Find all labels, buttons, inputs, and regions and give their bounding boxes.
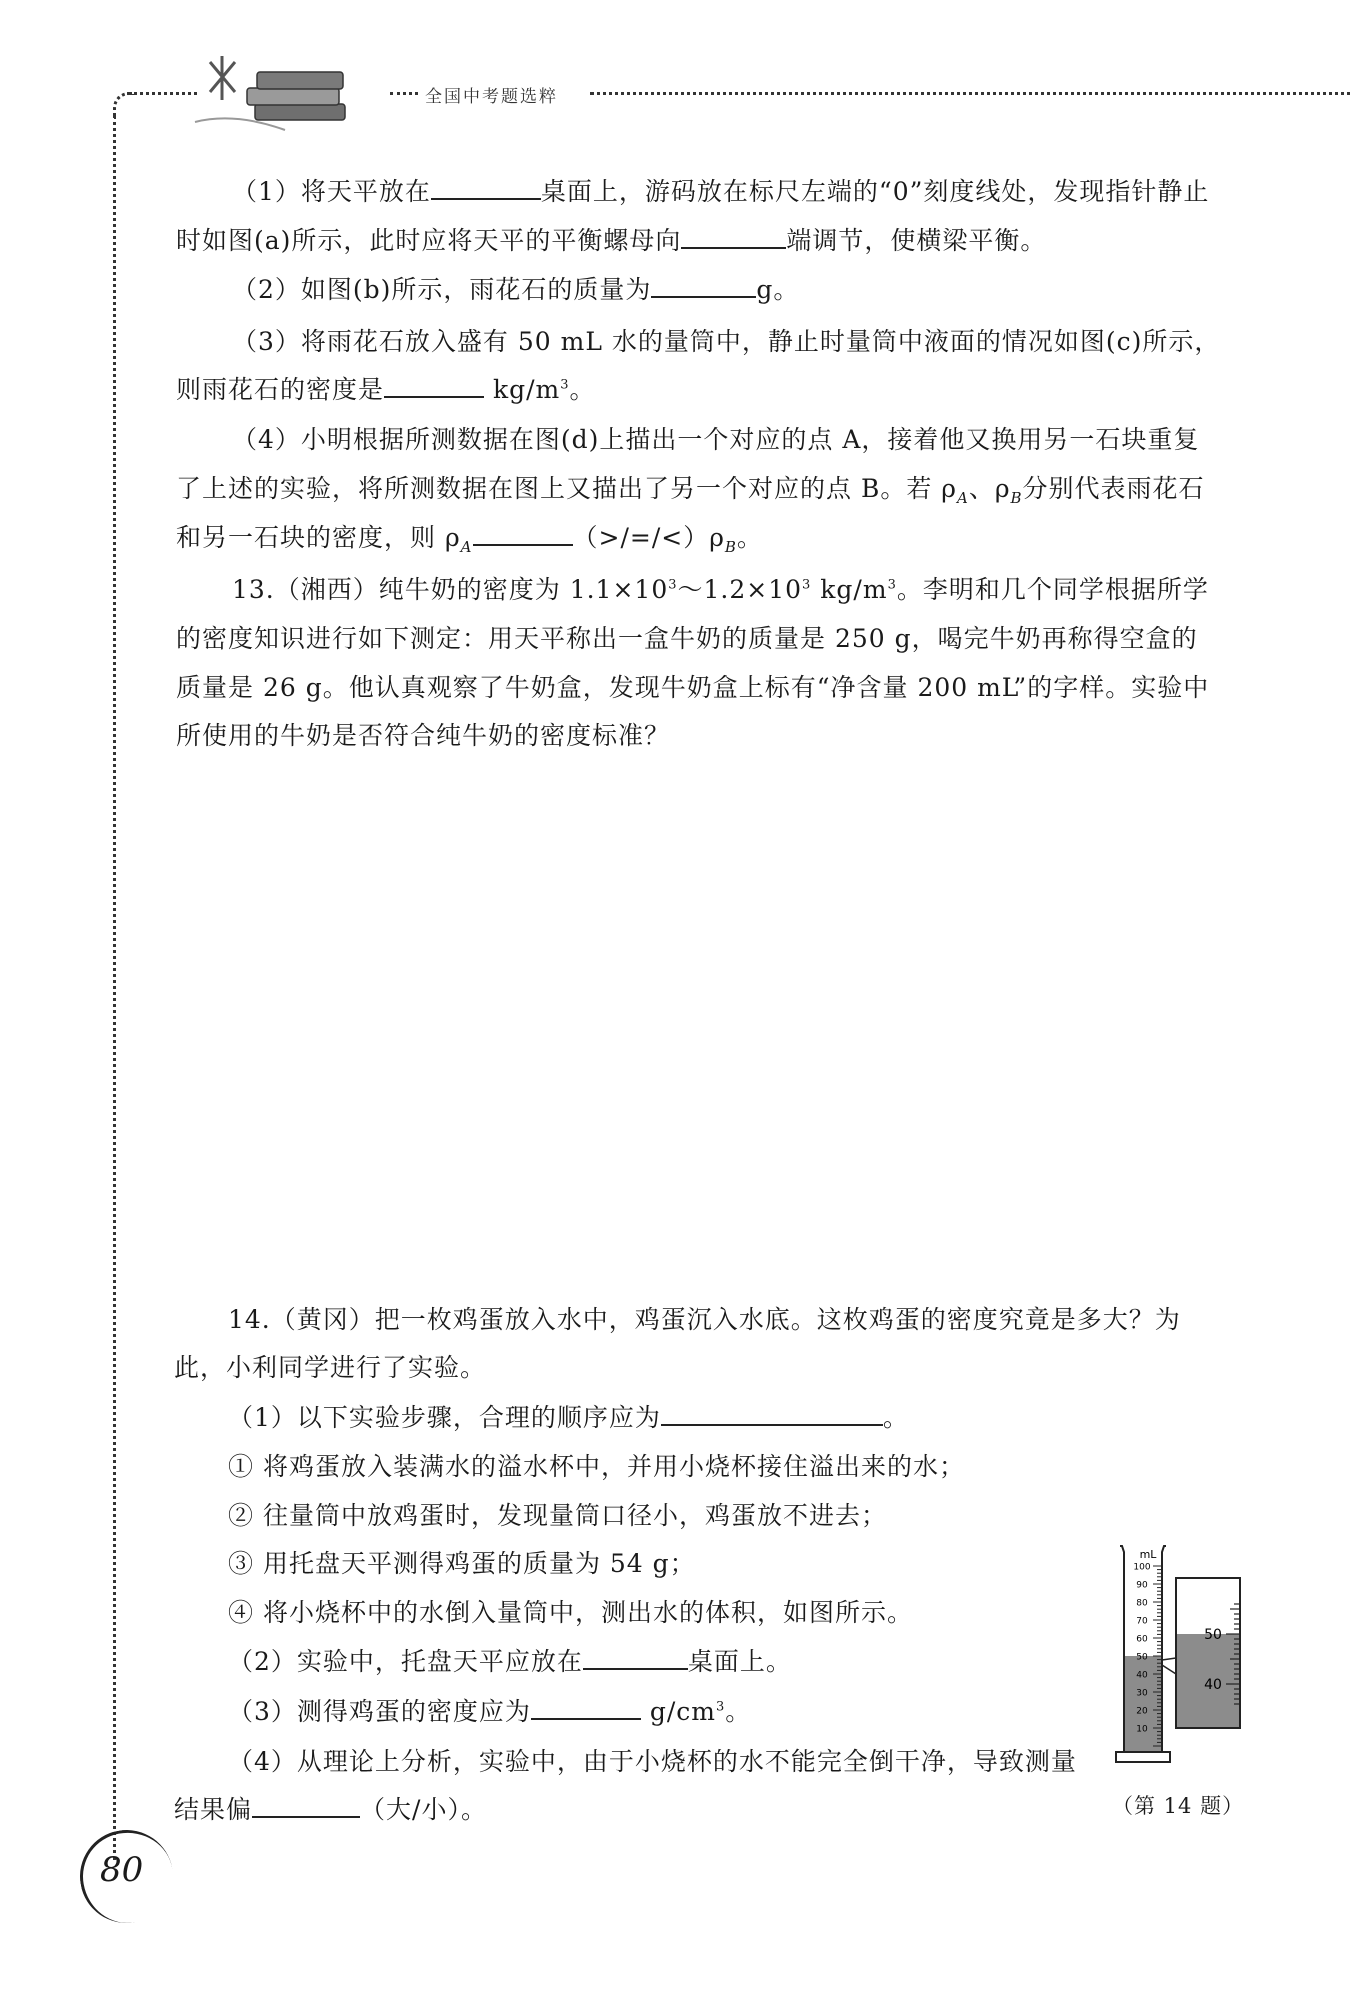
scale-label: 80: [1136, 1598, 1148, 1609]
q12-part4-line2: [176, 465, 1205, 513]
q14-step3: ③ 用托盘天平测得鸡蛋的质量为 54 g；: [228, 1549, 696, 1578]
answer-blank[interactable]: [384, 368, 484, 398]
answer-blank[interactable]: [252, 1788, 360, 1818]
subscript: B: [1010, 489, 1023, 507]
answer-blank[interactable]: [583, 1640, 688, 1670]
answer-blank[interactable]: [661, 1396, 883, 1426]
scale-label: 100: [1133, 1562, 1151, 1573]
text: g/cm: [649, 1697, 717, 1726]
header-dotted-rule: [390, 92, 418, 95]
text: kg/m: [811, 575, 888, 604]
q13-line3: 质量是 26 g。他认真观察了牛奶盒，发现牛奶盒上标有“净含量 200 mL”的字样。实验中: [176, 673, 1210, 702]
answer-blank[interactable]: [431, 170, 541, 200]
text: 。: [569, 375, 596, 404]
scale-label: 10: [1136, 1724, 1148, 1735]
scale-label: 60: [1136, 1634, 1148, 1645]
text: ～1.2×10: [677, 575, 803, 604]
zoom-leader: [1162, 1658, 1176, 1674]
subscript: B: [724, 538, 737, 556]
q14-intro-line1: 14.（黄冈）把一枚鸡蛋放入水中，鸡蛋沉入水底。这枚鸡蛋的密度究竟是多大？为: [228, 1305, 1181, 1334]
page-header: [115, 52, 1255, 142]
text: 和另一石块的密度，则 ρ: [176, 523, 461, 552]
text: 则雨花石的密度是: [176, 375, 385, 404]
zoom-label: 50: [1204, 1627, 1222, 1643]
graduated-cylinder-figure: [1110, 1540, 1250, 1770]
q14-part4-line2: [174, 1786, 487, 1834]
scale-label: 20: [1136, 1706, 1148, 1717]
text: 13.（湘西）纯牛奶的密度为 1.1×10: [232, 575, 669, 604]
text: 分别代表雨花石: [1022, 474, 1205, 503]
text: （4）小明根据所测数据在图(d)上描出一个对应的点 A，接着他又换用另一石块重复: [232, 425, 1200, 454]
scale-label: 30: [1136, 1688, 1148, 1699]
subscript: A: [460, 538, 473, 556]
books-logo-icon: [175, 52, 400, 142]
header-dotted-rule: [590, 92, 1350, 95]
text: （1）以下实验步骤，合理的顺序应为: [228, 1403, 661, 1432]
scale-label: 40: [1136, 1670, 1148, 1681]
q12-part4-line3: [176, 514, 763, 562]
text: （2）如图(b)所示，雨花石的质量为: [232, 275, 652, 304]
q12-part1-line1: [232, 168, 1209, 216]
text: （2）实验中，托盘天平应放在: [228, 1647, 583, 1676]
text: 。: [882, 1403, 909, 1432]
text: 桌面上，游码放在标尺左端的“0”刻度线处，发现指针静止: [540, 177, 1210, 206]
text: kg/m: [492, 375, 561, 404]
scale-label: 50: [1136, 1652, 1148, 1663]
text: （3）测得鸡蛋的密度应为: [228, 1697, 531, 1726]
text: 时如图(a)所示，此时应将天平的平衡螺母向: [176, 226, 682, 255]
superscript: 3: [802, 577, 812, 593]
text: g。: [756, 275, 800, 304]
text: 端调节，使横梁平衡。: [786, 226, 1047, 255]
graduated-cylinder: [1116, 1546, 1170, 1762]
figure-caption: （第 14 题）: [1112, 1794, 1245, 1818]
superscript: 3: [887, 577, 897, 593]
zoom-inset: [1176, 1578, 1240, 1728]
scale-label: 70: [1136, 1616, 1148, 1627]
answer-blank[interactable]: [473, 516, 573, 546]
q14-part2: [228, 1638, 792, 1686]
page-number: 80: [100, 1850, 144, 1890]
text: 结果偏: [174, 1795, 253, 1824]
text: （>/=/<）ρ: [572, 523, 725, 552]
q12-part3-line1: [232, 318, 1220, 366]
q14-part4-line1: （4）从理论上分析，实验中，由于小烧杯的水不能完全倒干净，导致测量: [228, 1747, 1077, 1776]
q12-part4-line1: [232, 416, 1199, 464]
q14-step2: ② 往量筒中放鸡蛋时，发现量筒口径小，鸡蛋放不进去；: [228, 1501, 887, 1530]
text: （3）将雨花石放入盛有 50 mL 水的量筒中，静止时量筒中液面的情况如图(c)所示，: [232, 327, 1221, 356]
q14-step4: ④ 将小烧杯中的水倒入量筒中，测出水的体积，如图所示。: [228, 1598, 913, 1627]
text: （1）将天平放在: [232, 177, 431, 206]
subscript: A: [956, 489, 969, 507]
q12-part3-line2: [176, 366, 596, 414]
superscript: 3: [668, 577, 678, 593]
q13-line1: [232, 566, 1209, 614]
text: 。: [725, 1697, 752, 1726]
q13-line2: 的密度知识进行如下测定：用天平称出一盒牛奶的质量是 250 g，喝完牛奶再称得空盒的: [176, 624, 1198, 653]
cylinder-base: [1116, 1752, 1170, 1762]
q14-part3: [228, 1688, 751, 1736]
q13-line4: 所使用的牛奶是否符合纯牛奶的密度标准？: [176, 721, 671, 750]
text: （大/小）。: [360, 1795, 487, 1824]
q14-intro-line2: 此，小利同学进行了实验。: [174, 1353, 487, 1382]
q14-step1: ① 将鸡蛋放入装满水的溢水杯中，并用小烧杯接住溢出来的水；: [228, 1452, 965, 1481]
q14-step-order: [228, 1394, 909, 1442]
text: 。李明和几个同学根据所学: [896, 575, 1209, 604]
unit-label: mL: [1139, 1548, 1157, 1561]
superscript: 3: [716, 1699, 726, 1715]
q12-part1-line2: [176, 217, 1046, 265]
answer-blank[interactable]: [681, 219, 786, 249]
header-title: 全国中考题选粹: [425, 87, 558, 107]
margin-dotted-rule: [113, 115, 116, 1860]
scale-label: 90: [1136, 1580, 1148, 1591]
answer-blank[interactable]: [531, 1690, 641, 1720]
text: 、ρ: [968, 474, 1011, 503]
text: 桌面上。: [687, 1647, 792, 1676]
text: 。: [736, 523, 763, 552]
answer-blank[interactable]: [651, 268, 756, 298]
q12-part2: [232, 266, 799, 314]
text: 了上述的实验，将所测数据在图上又描出了另一个对应的点 B。若 ρ: [176, 474, 957, 503]
zoom-label: 40: [1204, 1677, 1222, 1693]
superscript: 3: [560, 377, 570, 393]
